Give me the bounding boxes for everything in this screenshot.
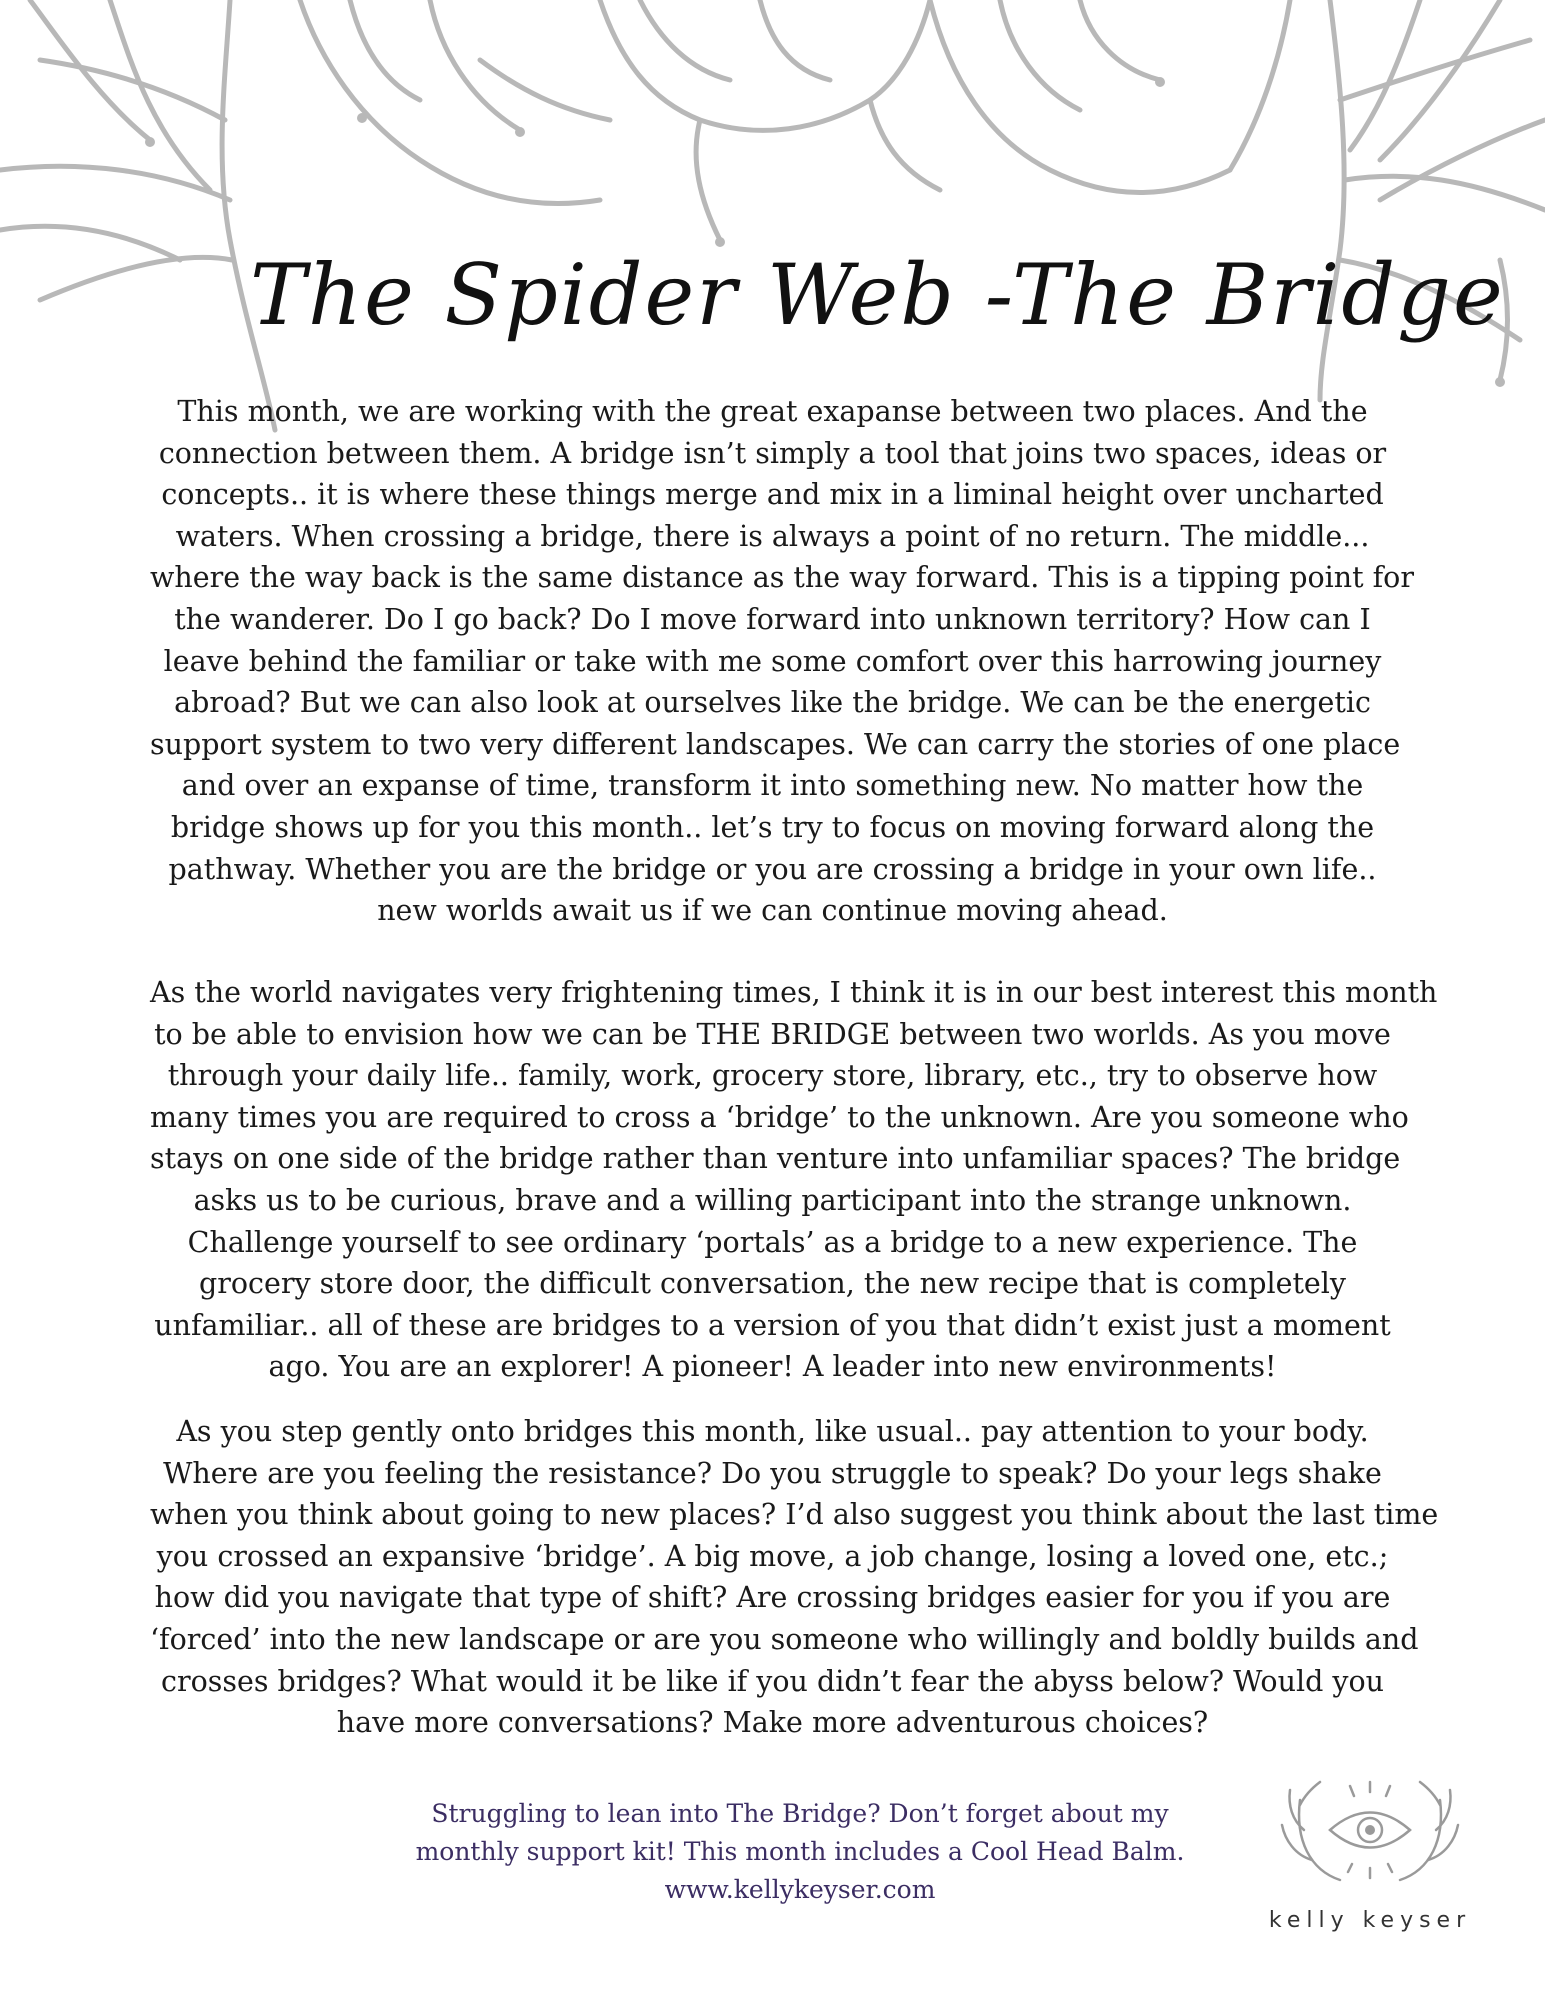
text-line: As the world navigates very frightening times, I think it is in our best interest this month <box>150 976 1438 1009</box>
text-line: ago. You are an explorer! A pioneer! A leader into new environments! <box>268 1350 1277 1384</box>
text-line: how did you navigate that type of shift? Are crossing bridges easier for you if you are <box>154 1581 1391 1615</box>
text-line: stays on one side of the bridge rather than venture into unfamiliar spaces? The bridge <box>150 1142 1401 1176</box>
text-line: waters. When crossing a bridge, there is always a point of no return. The middle... <box>175 519 1370 553</box>
brand-name: kelly keyser <box>1268 1908 1472 1933</box>
paragraph-2 <box>150 972 1438 1388</box>
text-line: support system to two very different landscapes. We can carry the stories of one place <box>150 727 1401 761</box>
text-line: the wanderer. Do I go back? Do I move forward into unknown territory? How can I <box>174 602 1371 636</box>
footer-line: monthly support kit! This month includes a Cool Head Balm. <box>415 1837 1185 1866</box>
text-line: many times you are required to cross a ‘bridge’ to the unknown. Are you someone who <box>150 1100 1409 1134</box>
text-line: Where are you feeling the resistance? Do you struggle to speak? Do your legs shake <box>163 1456 1382 1490</box>
paragraph-3 <box>150 1411 1439 1744</box>
text-line: when you think about going to new places? I’d also suggest you think about the last time <box>150 1498 1439 1532</box>
text-line: through your daily life.. family, work, grocery store, library, etc., try to observe how <box>167 1059 1378 1093</box>
text-line: unfamiliar.. all of these are bridges to a version of you that didn’t exist just a moment <box>154 1308 1391 1342</box>
text-line: grocery store door, the difficult conversation, the new recipe that is completely <box>198 1267 1347 1301</box>
text-line: concepts.. it is where these things merge and mix in a liminal height over uncharted <box>161 478 1384 512</box>
text-line: new worlds await us if we can continue moving ahead. <box>377 894 1168 928</box>
text-line: Challenge yourself to see ordinary ‘portals’ as a bridge to a new experience. The <box>187 1225 1358 1259</box>
text-line: This month, we are working with the great exapanse between two places. And the <box>177 395 1368 428</box>
text-line: have more conversations? Make more adventurous choices? <box>336 1706 1209 1740</box>
text-line: and over an expanse of time, transform it into something new. No matter how the <box>181 769 1364 803</box>
text-line: abroad? But we can also look at ourselves like the bridge. We can be the energetic <box>174 686 1371 720</box>
text-line: leave behind the familiar or take with me some comfort over this harrowing journey <box>163 644 1382 678</box>
website-link[interactable]: www.kellykeyser.com <box>664 1875 936 1904</box>
text-line: bridge shows up for you this month.. let’s try to focus on moving forward along the <box>170 810 1375 844</box>
text-line: pathway. Whether you are the bridge or you are crossing a bridge in your own life.. <box>168 852 1377 886</box>
page-title: The Spider Web -The Bridge <box>250 246 1505 344</box>
text-line: ‘forced’ into the new landscape or are you someone who willingly and boldly builds and <box>150 1622 1419 1656</box>
text-line: where the way back is the same distance as the way forward. This is a tipping point for <box>150 561 1414 595</box>
text-line: to be able to envision how we can be THE BRIDGE between two worlds. As you move <box>154 1017 1391 1051</box>
text-line: As you step gently onto bridges this month, like usual.. pay attention to your body. <box>176 1415 1369 1448</box>
text-line: crosses bridges? What would it be like if you didn’t fear the abyss below? Would you <box>161 1664 1384 1698</box>
paragraph-1 <box>150 391 1414 932</box>
footer-promo <box>350 1795 1250 1909</box>
text-line: asks us to be curious, brave and a willing participant into the strange unknown. <box>193 1183 1352 1217</box>
text-line: connection between them. A bridge isn’t simply a tool that joins two spaces, ideas or <box>158 436 1387 470</box>
text-line: you crossed an expansive ‘bridge’. A big move, a job change, losing a loved one, etc.; <box>156 1539 1389 1573</box>
footer-line: Struggling to lean into The Bridge? Don’t forget about my <box>431 1799 1169 1828</box>
